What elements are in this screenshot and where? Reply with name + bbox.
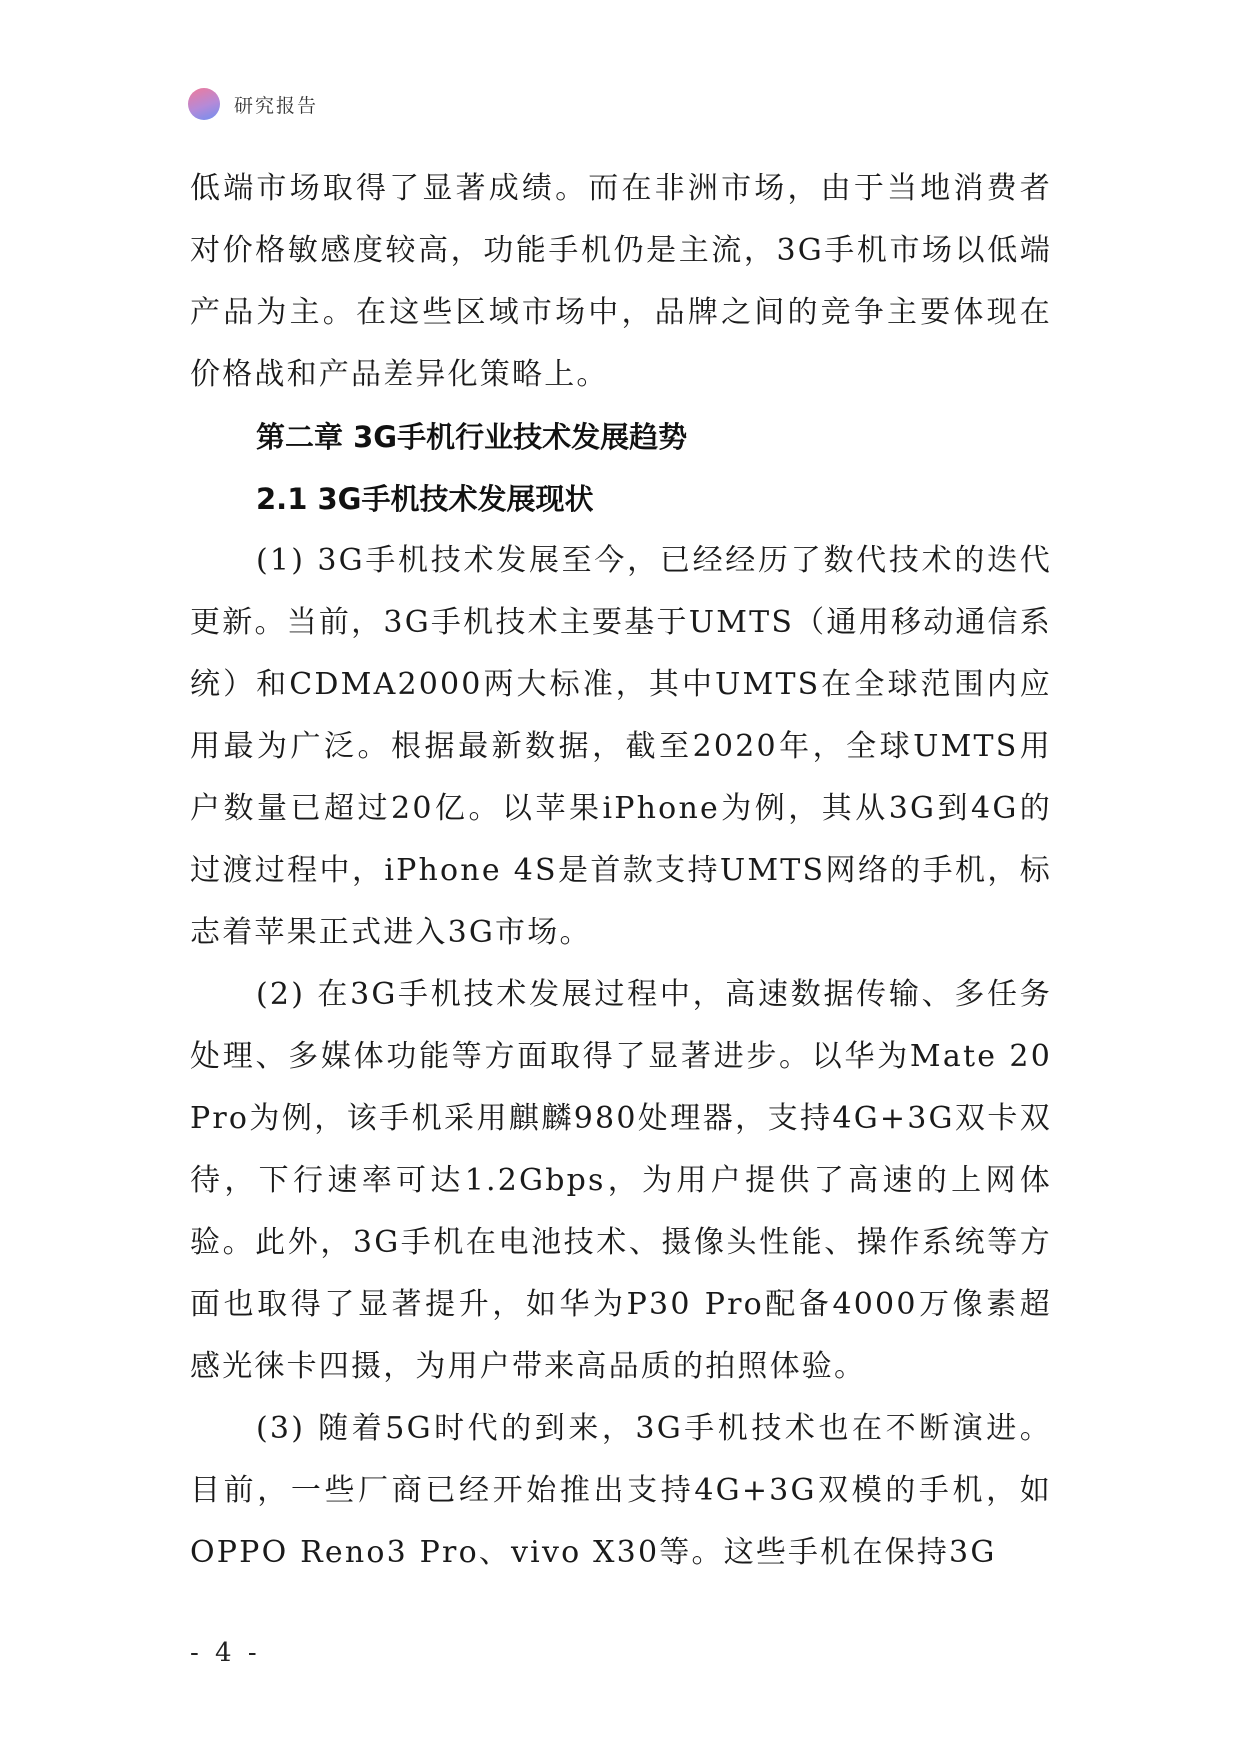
section-title: 2.1 3G手机技术发展现状 bbox=[256, 482, 594, 516]
report-logo-icon bbox=[188, 88, 220, 120]
paragraph-3: (3) 随着5G时代的到来，3G手机技术也在不断演进。目前，一些厂商已经开始推出支持4G+3G双模的手机，如OPPO Reno3 Pro、vivo X30等。这些手机在保持3G bbox=[190, 1411, 1052, 1570]
header-title: 研究报告 bbox=[234, 94, 319, 117]
paragraph-intro: 低端市场取得了显著成绩。而在非洲市场，由于当地消费者对价格敏感度较高，功能手机仍是主流，3G手机市场以低端产品为主。在这些区域市场中，品牌之间的竞争主要体现在价格战和产品差异化策略上。 bbox=[190, 171, 1052, 392]
page-header bbox=[188, 88, 318, 120]
paragraph-2: (2) 在3G手机技术发展过程中，高速数据传输、多任务处理、多媒体功能等方面取得了显著进步。以华为Mate 20 Pro为例，该手机采用麒麟980处理器，支持4G+3G双卡双待，下行速率可达1.2Gbps，为用户提供了高速的上网体验。此外，3G手机在电池技术、摄像头性能、操作系统等方面也取得了显著提升，如华为P30 Pro配备4000万像素超感光徕卡四摄，为用户带来高品质的拍照体验。 bbox=[190, 977, 1052, 1384]
page-number: - 4 - bbox=[190, 1638, 261, 1668]
paragraph-1: (1) 3G手机技术发展至今，已经经历了数代技术的迭代更新。当前，3G手机技术主要基于UMTS（通用移动通信系统）和CDMA2000两大标准，其中UMTS在全球范围内应用最为广泛。根据最新数据，截至2020年，全球UMTS用户数量已超过20亿。以苹果iPhone为例，其从3G到4G的过渡过程中，iPhone 4S是首款支持UMTS网络的手机，标志着苹果正式进入3G市场。 bbox=[190, 543, 1052, 950]
chapter-title: 第二章 3G手机行业技术发展趋势 bbox=[256, 420, 688, 454]
document-body bbox=[190, 158, 1052, 1584]
